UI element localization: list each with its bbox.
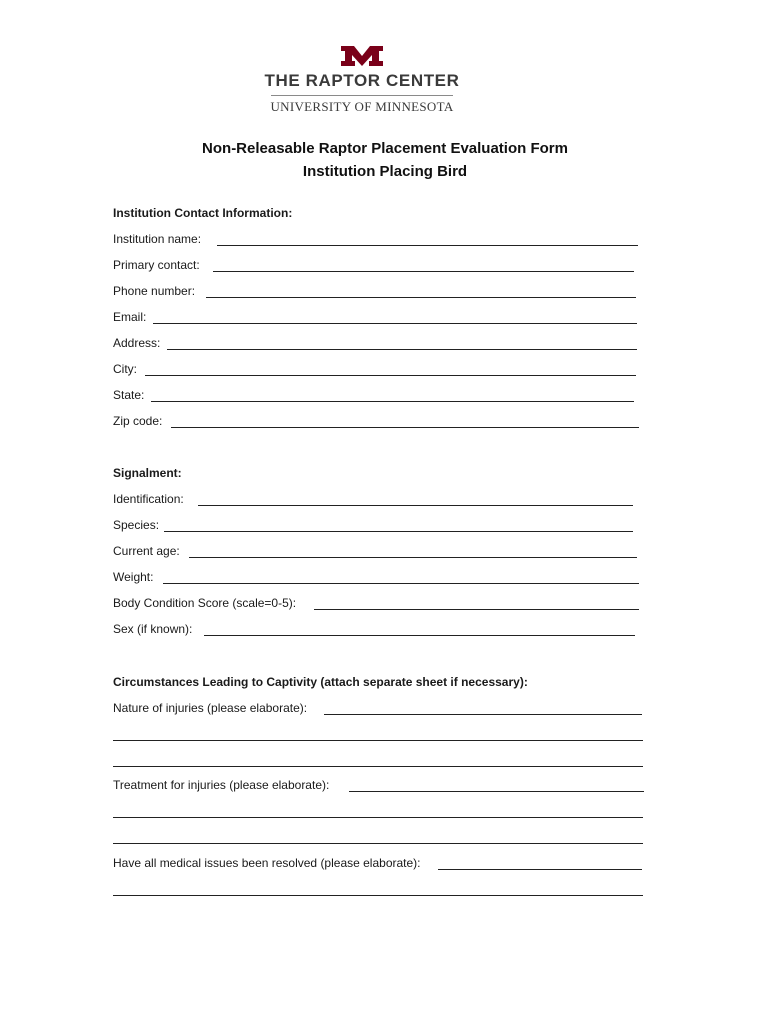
field-label: Phone number:: [113, 284, 196, 298]
phone-number-field[interactable]: [113, 281, 636, 301]
fill-line: [198, 505, 633, 506]
field-label: Sex (if known):: [113, 622, 193, 636]
fill-line: [204, 635, 635, 636]
medical-issues-resolved-continuation-1[interactable]: [113, 879, 643, 899]
fill-line: [324, 714, 642, 715]
fill-line: [217, 245, 638, 246]
fill-line: [314, 609, 639, 610]
raptor-center-logo: [262, 44, 462, 115]
fill-line: [113, 740, 643, 741]
state-field[interactable]: [113, 385, 634, 405]
field-label: Weight:: [113, 570, 154, 584]
primary-contact-field[interactable]: [113, 255, 634, 275]
weight-field[interactable]: [113, 567, 639, 587]
field-label: State:: [113, 388, 145, 402]
form-title: Non-Releasable Raptor Placement Evaluation Form: [202, 140, 568, 157]
fill-line: [167, 349, 637, 350]
treatment-for-injuries-continuation-1[interactable]: [113, 801, 643, 821]
fill-line: [171, 427, 639, 428]
field-label: Address:: [113, 336, 161, 350]
circumstances-section-heading: Circumstances Leading to Captivity (attach separate sheet if necessary):: [113, 675, 528, 689]
fill-line: [153, 323, 637, 324]
field-label: Treatment for injuries (please elaborate):: [113, 778, 330, 792]
university-m-logo-icon: [339, 44, 385, 68]
logo-title: THE RAPTOR CENTER: [264, 71, 460, 90]
fill-line: [164, 531, 633, 532]
fill-line: [206, 297, 636, 298]
identification-field[interactable]: [113, 489, 633, 509]
nature-of-injuries-continuation-1[interactable]: [113, 724, 643, 744]
field-label: Email:: [113, 310, 147, 324]
city-field[interactable]: [113, 359, 636, 379]
field-label: Have all medical issues been resolved (please elaborate):: [113, 856, 421, 870]
logo-divider: [271, 95, 453, 96]
current-age-field[interactable]: [113, 541, 637, 561]
sex-field[interactable]: [113, 619, 635, 639]
form-subtitle: Institution Placing Bird: [302, 163, 468, 180]
nature-of-injuries-continuation-2[interactable]: [113, 750, 643, 770]
field-label: Species:: [113, 518, 160, 532]
address-field[interactable]: [113, 333, 637, 353]
field-label: Institution name:: [113, 232, 202, 246]
field-label: City:: [113, 362, 137, 376]
fill-line: [113, 817, 643, 818]
field-label: Nature of injuries (please elaborate):: [113, 701, 308, 715]
fill-line: [189, 557, 637, 558]
fill-line: [113, 895, 643, 896]
fill-line: [163, 583, 639, 584]
zip-code-field[interactable]: [113, 411, 639, 431]
nature-of-injuries-field[interactable]: [113, 698, 642, 718]
fill-line: [113, 843, 643, 844]
fill-line: [438, 869, 642, 870]
signalment-section-heading: Signalment:: [113, 466, 182, 480]
treatment-for-injuries-field[interactable]: [113, 775, 644, 795]
body-condition-score-field[interactable]: [113, 593, 639, 613]
contact-section-heading: Institution Contact Information:: [113, 206, 293, 220]
fill-line: [145, 375, 636, 376]
species-field[interactable]: [113, 515, 633, 535]
fill-line: [151, 401, 634, 402]
field-label: Primary contact:: [113, 258, 200, 272]
logo-subtitle: UNIVERSITY OF MINNESOTA: [270, 99, 454, 114]
field-label: Body Condition Score (scale=0-5):: [113, 596, 297, 610]
institution-name-field[interactable]: [113, 229, 638, 249]
fill-line: [113, 766, 643, 767]
fill-line: [213, 271, 634, 272]
field-label: Identification:: [113, 492, 184, 506]
field-label: Zip code:: [113, 414, 163, 428]
email-field[interactable]: [113, 307, 637, 327]
medical-issues-resolved-field[interactable]: [113, 853, 642, 873]
fill-line: [349, 791, 644, 792]
field-label: Current age:: [113, 544, 180, 558]
treatment-for-injuries-continuation-2[interactable]: [113, 827, 643, 847]
